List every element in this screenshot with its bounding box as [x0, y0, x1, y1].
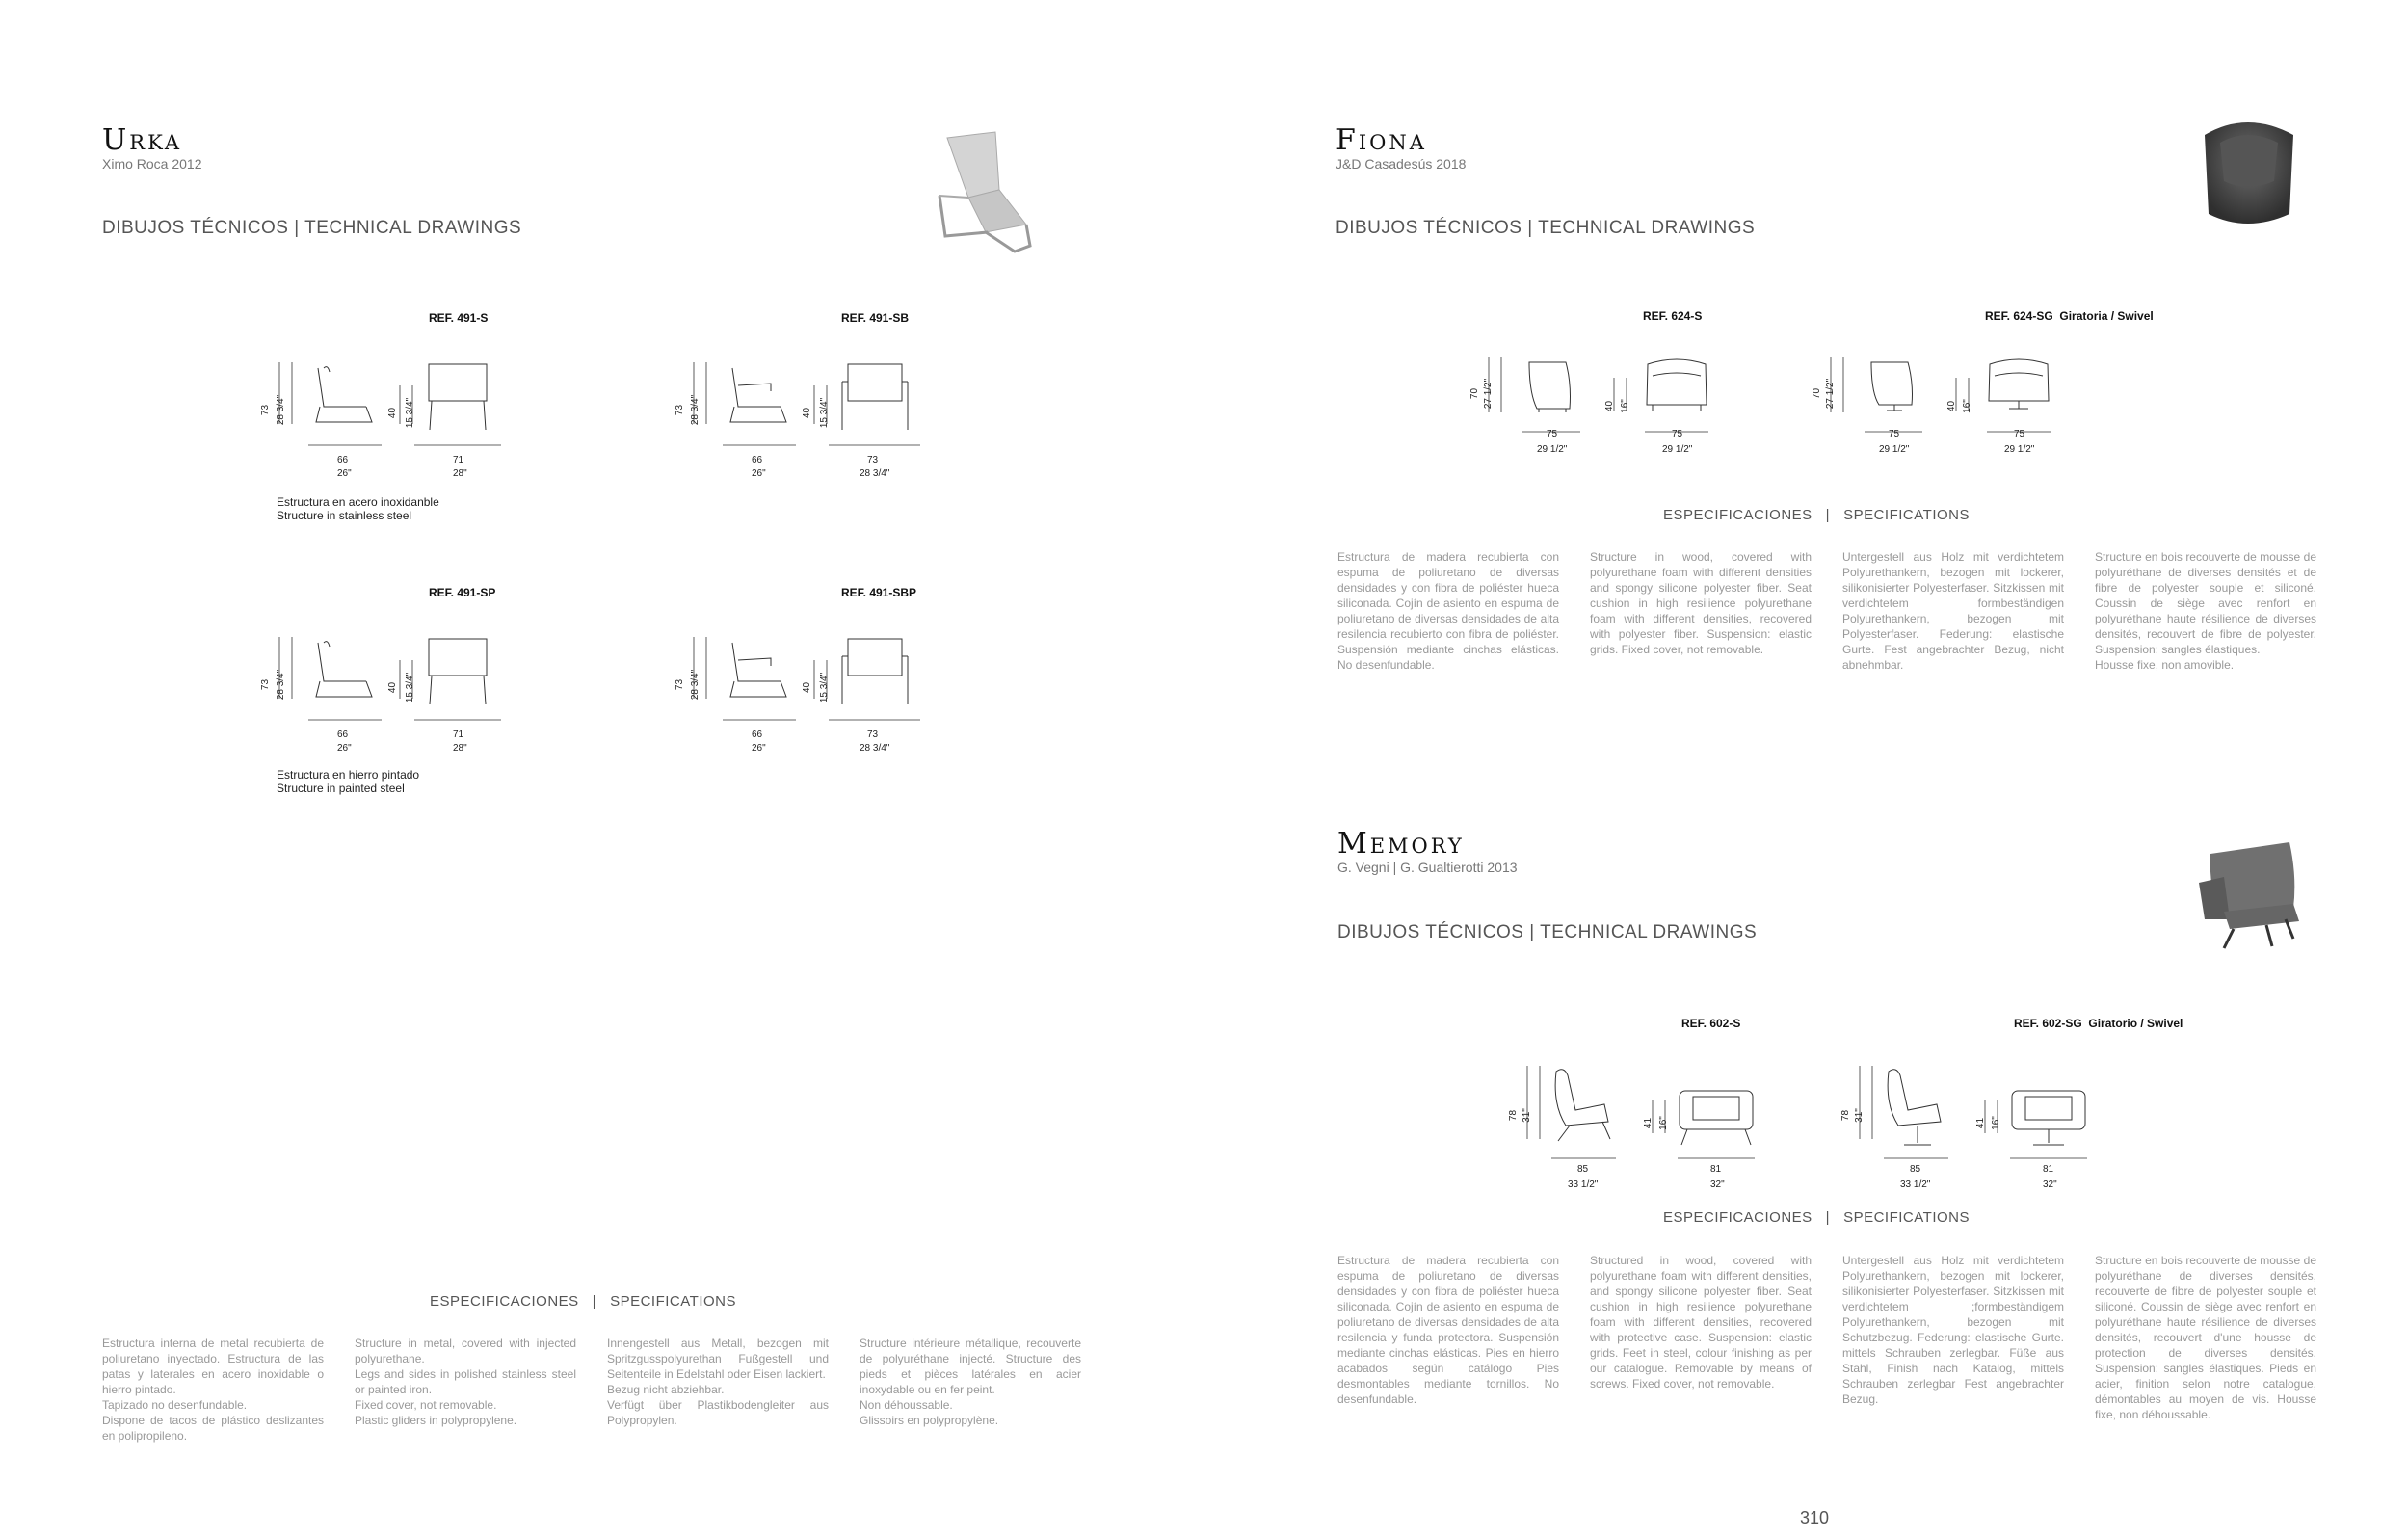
- urka-chair-photo: [930, 120, 1036, 260]
- height-cm: 73: [675, 678, 686, 691]
- memory-drawing-602-sg: [1840, 1014, 2183, 1197]
- seat-in: 15 3/4": [819, 397, 831, 429]
- seat-in: 16": [1961, 399, 1972, 413]
- depth-in: 26": [337, 743, 352, 754]
- ref-label: REF. 602-S: [1681, 1017, 1741, 1030]
- seat-in: 16": [1990, 1116, 2001, 1130]
- fiona-drawing-624-sg: [1812, 306, 2154, 470]
- chair-side-view: [316, 367, 372, 422]
- memory-spec-es: Estructura de madera recubierta con espuma de poliuretano de diversas densidades y con fibra de poliéster hueca siliconada. Cojín de asiento en espuma de poliuretano de diversas densidades de alta resilencia y funda protectora. Suspensión mediante cinchas elásticas. Pies en hierro acabados según catálogo Pies desmontables mediante tornillos. No desenfundable.: [1337, 1254, 1559, 1406]
- width-in: 29 1/2": [2004, 444, 2035, 455]
- depth-in: 26": [337, 468, 352, 479]
- chair-front-view: [429, 364, 487, 430]
- page-number: 310: [1800, 1508, 1830, 1527]
- depth-cm: 75: [1547, 429, 1558, 439]
- seat-cm: 40: [802, 681, 813, 694]
- chair-side-view: [1529, 362, 1571, 412]
- ref-label: REF. 491-SP: [429, 586, 496, 599]
- seat-cm: 40: [387, 681, 399, 694]
- chair-side-view: [730, 643, 786, 697]
- chair-front-view: [1989, 359, 2049, 409]
- depth-in: 33 1/2": [1568, 1179, 1599, 1190]
- height-in: 27 1/2": [1825, 378, 1837, 410]
- depth-cm: 85: [1577, 1164, 1589, 1175]
- ref-label: REF. 491-SBP: [841, 586, 917, 599]
- urka-spec-en: Structure in metal, covered with injected polyurethane. Legs and sides in polished stainless steel or painted iron. Fixed cover, not removable. Plastic gliders in polypropylene.: [355, 1337, 576, 1427]
- seat-cm: 40: [1604, 400, 1616, 412]
- memory-spec-en: Structured in wood, covered with polyurethane foam with different densities, and spongy silicone polyester fiber. Seat cushion in high resilience polyurethane foam with different densities, recovered with protective case. Suspension: elastic grids. Feet in steel, colour finishing as per our catalogue. Removable by means of screws. Fixed cover, not removable.: [1590, 1254, 1812, 1391]
- seat-cm: 40: [802, 407, 813, 419]
- chair-front-view: [1647, 359, 1707, 411]
- height-in: 31": [1521, 1108, 1532, 1123]
- height-cm: 70: [1469, 387, 1481, 400]
- ref-label: REF. 624-SG Giratoria / Swivel: [1985, 309, 2154, 323]
- chair-side-view: [1555, 1070, 1610, 1141]
- width-in: 28": [453, 468, 467, 479]
- width-in: 32": [1710, 1179, 1725, 1190]
- urka-spec-heading: ESPECIFICACIONES | SPECIFICATIONS: [429, 1293, 736, 1310]
- height-in: 27 1/2": [1483, 378, 1495, 410]
- urka-drawing-491-sb: [675, 308, 964, 491]
- fiona-spec-es: Estructura de madera recubierta con espuma de poliuretano de diversas densidades y con fibra de poliéster hueca siliconada. Cojín de asiento en espuma de poliuretano de diversas densidades de alta resilencia recubierto con fibra de poliéster. Suspensión mediante cinchas elásticas. No desenfundable.: [1337, 550, 1559, 672]
- depth-cm: 66: [337, 729, 349, 740]
- depth-cm: 66: [752, 455, 763, 465]
- height-in: 28 3/4": [276, 394, 287, 426]
- urka-drawings-heading: DIBUJOS TÉCNICOS | TECHNICAL DRAWINGS: [102, 218, 522, 238]
- ref-label: REF. 602-SG Giratorio / Swivel: [2014, 1017, 2183, 1030]
- urka-spec-es: Estructura interna de metal recubierta de poliuretano inyectado. Estructura de las patas y laterales en acero inoxidable o hierro pintado. Tapizado no desenfundable. Dispone de tacos de plástico deslizantes en polipropileno.: [102, 1337, 324, 1443]
- depth-cm: 66: [752, 729, 763, 740]
- height-cm: 73: [675, 404, 686, 416]
- urka-drawing-491-s: [260, 308, 549, 491]
- chair-side-view: [1888, 1070, 1941, 1145]
- height-in: 28 3/4": [690, 669, 701, 701]
- memory-spec-de: Untergestell aus Holz mit verdichtetem Polyurethankern, bezogen mit lockerer, silikonisierter Polyesterfaser. Sitzkissen mit verdichtetem ;formbeständigem Polyurethankern, bezogen mit Schutzbezug. Federung: elastische Gurte. mittels Schrauben zerlegbar. Füße aus Stahl, Finish nach Katalog, mittels Schrauben zerlegbar Fest angebrachter Bezug.: [1842, 1254, 2064, 1406]
- seat-in: 15 3/4": [405, 397, 416, 429]
- width-cm: 75: [1672, 429, 1683, 439]
- fiona-title: Fiona: [1336, 123, 1427, 157]
- ref-label: REF. 491-SB: [841, 311, 910, 325]
- height-in: 31": [1853, 1108, 1865, 1123]
- chair-front-view: [842, 364, 908, 430]
- fiona-chair-photo: [2185, 114, 2311, 239]
- memory-drawings-heading: DIBUJOS TÉCNICOS | TECHNICAL DRAWINGS: [1337, 922, 1758, 942]
- urka-spec-fr: Structure intérieure métallique, recouverte de polyuréthane injecté. Structure des pieds et pièces latérales en acier inoxydable ou en fer peint. Non déhoussable. Glissoirs en polypropylène.: [860, 1337, 1081, 1427]
- fiona-spec-de: Untergestell aus Holz mit verdichtetem Polyurethankern, bezogen mit lockerer, silikonisierter Polyesterfaser. Sitzkissen mit verdichtetem formbeständigen Polyurethankern, bezogen mit Polyesterfaser. Federung: elastische Gurte. Fest angebrachter Bezug, nicht abnehmbar.: [1842, 550, 2064, 672]
- memory-spec-heading: ESPECIFICACIONES | SPECIFICATIONS: [1662, 1209, 1970, 1226]
- fiona-drawing-624-s: [1469, 306, 1787, 470]
- memory-drawing-602-s: [1508, 1014, 1826, 1197]
- seat-in: 16": [1657, 1116, 1669, 1130]
- width-cm: 73: [867, 455, 879, 465]
- seat-cm: 41: [1975, 1117, 1987, 1129]
- width-cm: 81: [2043, 1164, 2054, 1175]
- fiona-drawings-heading: DIBUJOS TÉCNICOS | TECHNICAL DRAWINGS: [1336, 218, 1756, 238]
- chair-front-view: [842, 639, 908, 704]
- width-cm: 71: [453, 455, 464, 465]
- seat-cm: 40: [387, 407, 399, 419]
- chair-front-view: [2012, 1091, 2085, 1145]
- width-cm: 71: [453, 729, 464, 740]
- memory-chair-photo: [2185, 838, 2311, 954]
- memory-designer: G. Vegni | G. Gualtierotti 2013: [1337, 860, 1518, 875]
- seat-in: 15 3/4": [405, 672, 416, 703]
- height-cm: 70: [1812, 387, 1823, 400]
- height-in: 28 3/4": [276, 669, 287, 701]
- height-cm: 78: [1508, 1109, 1520, 1122]
- urka-designer: Ximo Roca 2012: [102, 156, 202, 172]
- memory-title: Memory: [1337, 827, 1465, 861]
- width-cm: 81: [1710, 1164, 1722, 1175]
- width-cm: 75: [2014, 429, 2025, 439]
- ref-label: REF. 491-S: [429, 311, 489, 325]
- urka-drawing-491-sp: [260, 583, 549, 766]
- chair-side-view: [1871, 362, 1913, 411]
- height-in: 28 3/4": [690, 394, 701, 426]
- height-cm: 73: [260, 678, 272, 691]
- height-cm: 73: [260, 404, 272, 416]
- fiona-spec-en: Structure in wood, covered with polyurethane foam with different densities and spongy silicone polyester fiber. Seat cushion in high resilience polyurethane foam with different densities, recovered with polyester fiber. Suspension: elastic grids. Fixed cover, not removable.: [1590, 550, 1812, 656]
- height-cm: 78: [1840, 1109, 1852, 1122]
- seat-in: 15 3/4": [819, 672, 831, 703]
- chair-front-view: [429, 639, 487, 704]
- fiona-designer: J&D Casadesús 2018: [1336, 156, 1467, 172]
- depth-cm: 66: [337, 455, 349, 465]
- urka-note1-es: Estructura en acero inoxidanble: [277, 495, 439, 509]
- chair-side-view: [730, 368, 786, 422]
- width-in: 28": [453, 743, 467, 754]
- urka-note2-es: Estructura en hierro pintado: [277, 768, 420, 782]
- ref-label: REF. 624-S: [1643, 309, 1703, 323]
- depth-in: 29 1/2": [1879, 444, 1910, 455]
- urka-title: Urka: [102, 123, 183, 157]
- memory-spec-fr: Structure en bois recouverte de mousse de polyuréthane de diverses densités, recouverte de fibre de polyester souple et siliconé. Coussin de siège avec renfort en polyuréthane haute résilience de diverses densités, recouvert d'une housse de protection de diverses densités. Suspension: sangles élastiques. Pieds en acier, finition selon notre catalogue, démontables au moyen de vis. Housse fixe, non déhoussable.: [2095, 1254, 2316, 1421]
- width-in: 28 3/4": [860, 743, 890, 754]
- seat-in: 16": [1619, 399, 1630, 413]
- width-in: 28 3/4": [860, 468, 890, 479]
- seat-cm: 41: [1643, 1117, 1654, 1129]
- depth-in: 26": [752, 743, 766, 754]
- fiona-spec-fr: Structure en bois recouverte de mousse de polyuréthane de diverses densités et de fibre de polyester souple et siliconé. Coussin de siège avec renfort en polyuréthane haute résilience de diverses densités, recouvert de fibre de polyester. Suspension: sangles élastiques. Housse fixe, non amovible.: [2095, 550, 2316, 672]
- urka-note2-en: Structure in painted steel: [277, 782, 405, 795]
- fiona-spec-heading: ESPECIFICACIONES | SPECIFICATIONS: [1662, 507, 1970, 523]
- depth-in: 33 1/2": [1900, 1179, 1931, 1190]
- urka-drawing-491-sbp: [675, 583, 964, 766]
- depth-cm: 85: [1910, 1164, 1921, 1175]
- width-in: 29 1/2": [1662, 444, 1693, 455]
- depth-in: 26": [752, 468, 766, 479]
- urka-note1-en: Structure in stainless steel: [277, 509, 412, 522]
- width-in: 32": [2043, 1179, 2057, 1190]
- depth-cm: 75: [1889, 429, 1900, 439]
- urka-spec-de: Innengestell aus Metall, bezogen mit Spritzgusspolyurethan Fußgestell und Seitenteile in Edelstahl oder Eisen lackiert. Bezug nicht abziehbar. Verfügt über Plastikbodengleiter aus Polypropylen.: [607, 1337, 829, 1427]
- chair-front-view: [1680, 1091, 1753, 1145]
- width-cm: 73: [867, 729, 879, 740]
- chair-side-view: [316, 642, 372, 697]
- depth-in: 29 1/2": [1537, 444, 1568, 455]
- seat-cm: 40: [1946, 400, 1958, 412]
